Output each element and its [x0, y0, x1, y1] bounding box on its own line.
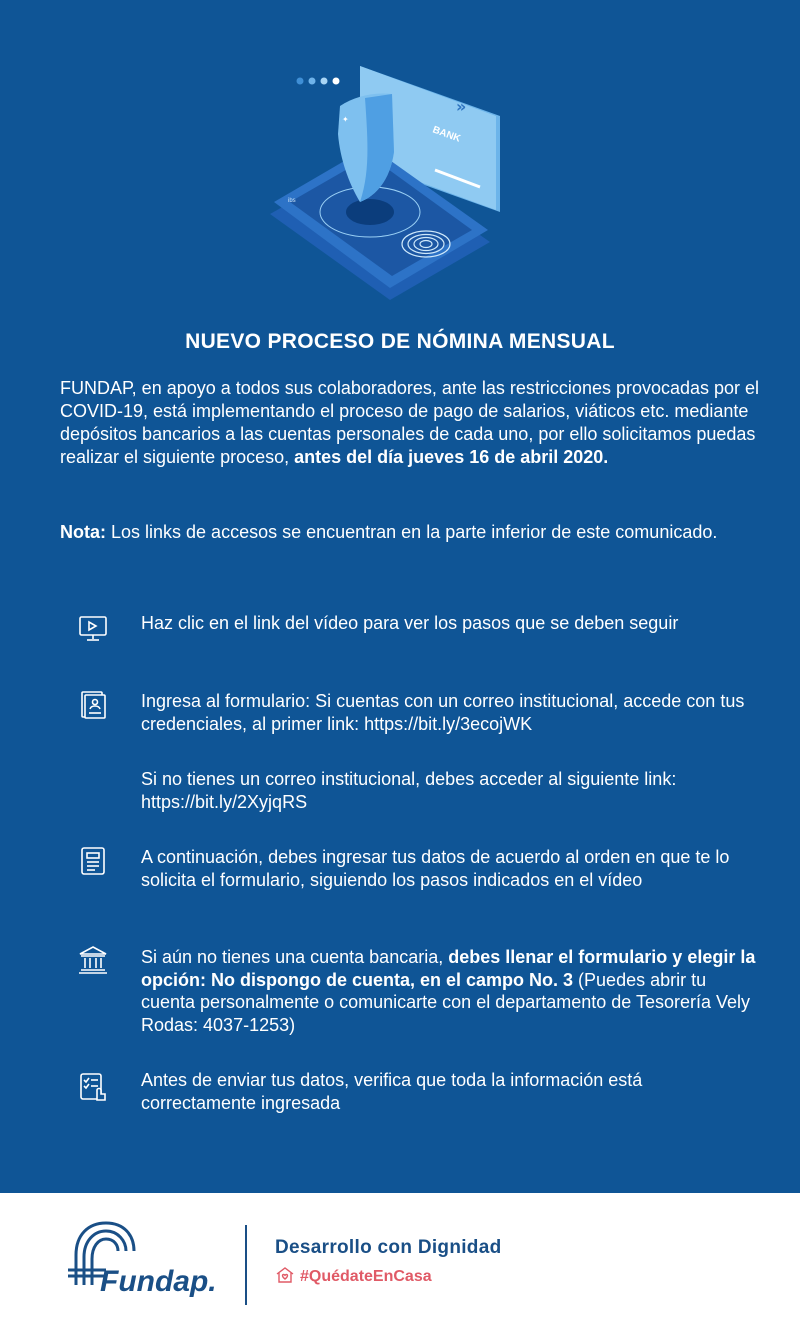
home-heart-icon [276, 1266, 294, 1284]
card-label: BANK [430, 124, 462, 145]
logo-wordmark: Fundap. [100, 1265, 217, 1298]
footer-slogan: Desarrollo con Dignidad [275, 1237, 502, 1258]
note-paragraph [60, 521, 760, 544]
step-verify-text: Antes de enviar tus datos, verifica que toda la información está correctamente ingresada [141, 1070, 643, 1113]
list-document-icon [78, 846, 108, 876]
bank-building-icon [78, 945, 108, 975]
checklist-icon [78, 1072, 108, 1102]
step-bank-suffix: (Puedes abrir tu cuenta personalmente o comunicarte con el departamento de Tesorería Vely Rodas: 4037-1253) [141, 969, 751, 1035]
secure-payment-illustration [260, 62, 510, 312]
scan-hole [346, 199, 394, 225]
note-text: Los links de accesos se encuentran en la parte inferior de este comunicado. [106, 522, 718, 542]
step-bank-paragraph [141, 946, 761, 1036]
intro-paragraph [60, 377, 760, 469]
dot [333, 78, 340, 85]
intro-text: FUNDAP, en apoyo a todos sus colaboradores, ante las restricciones provocadas por el COVID-19, está implementando el proceso de pago de salarios, viáticos etc. mediante depósitos bancarios a las cuentas personales de cada uno, por ello solicitamos puedas realizar el siguiente proceso, [60, 378, 760, 467]
step-bank-prefix: Si aún no tienes una cuenta bancaria, [141, 947, 449, 967]
fundap-logo [66, 1215, 226, 1305]
step-video-text: Haz clic en el link del vídeo para ver los pasos que se deben seguir [141, 613, 679, 633]
step-bank-bold: debes llenar el formulario y elegir la opción: No dispongo de cuenta, en el campo No. 3 [141, 947, 756, 990]
step-form-text: Ingresa al formulario: Si cuentas con un correo institucional, accede con tus credenciales, al primer link: https://bit.ly/3ecojWK [141, 691, 745, 734]
svg-text:✦: ✦ [342, 115, 349, 124]
video-monitor-icon [78, 614, 108, 644]
page-title: NUEVO PROCESO DE NÓMINA MENSUAL [185, 330, 615, 353]
deadline-text: antes del día jueves 16 de abril 2020. [294, 447, 609, 467]
dot [297, 78, 304, 85]
chevron-icon: » [456, 97, 467, 116]
note-label: Nota: [60, 522, 106, 542]
footer-hashtag: #QuédateEnCasa [300, 1268, 432, 1285]
phone-label: ibs [288, 198, 296, 204]
dot [309, 78, 316, 85]
step-data-entry-text: A continuación, debes ingresar tus datos de acuerdo al orden en que te lo solicita el formulario, siguiendo los pasos indicados en el vídeo [141, 847, 730, 890]
step-no-email-text: Si no tienes un correo institucional, debes acceder al siguiente link: https://bit.ly/2XyjqRS [141, 769, 677, 812]
footer-divider [245, 1225, 247, 1305]
dot [321, 78, 328, 85]
form-document-icon [78, 690, 108, 720]
